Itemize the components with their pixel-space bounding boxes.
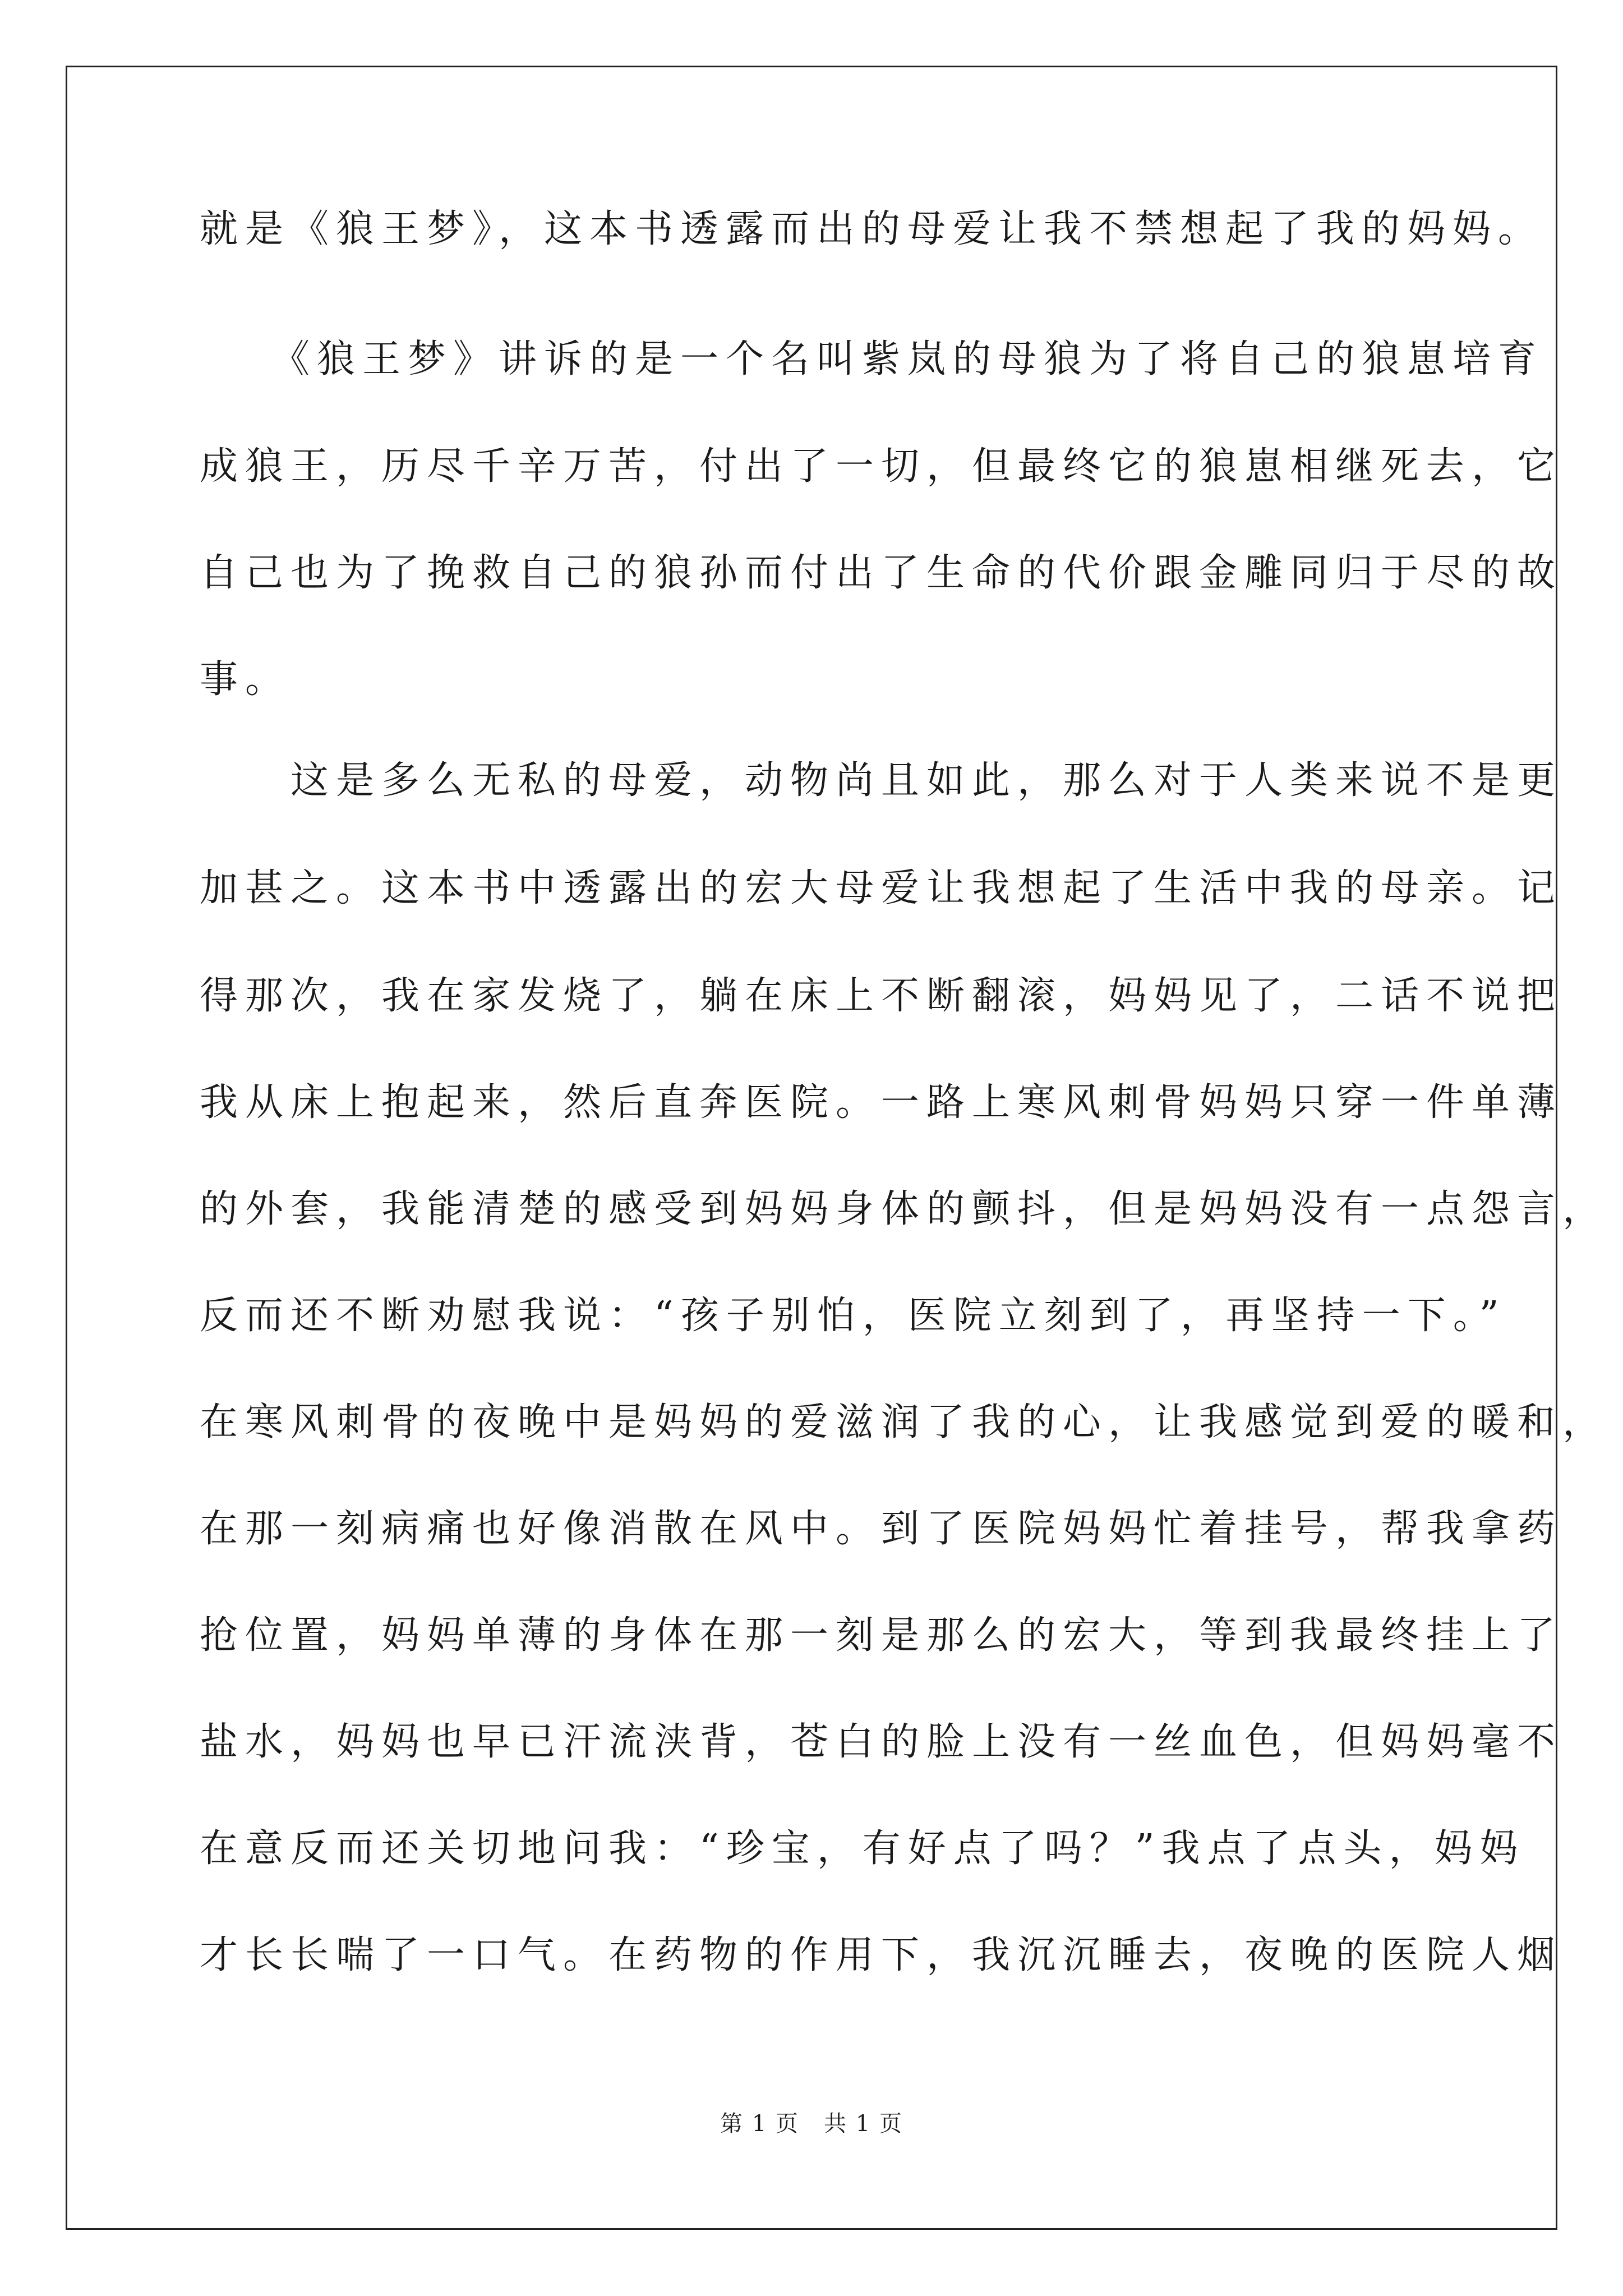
text-line: 抢位置，妈妈单薄的身体在那一刻是那么的宏大，等到我最终挂上了 <box>200 1613 1563 1658</box>
text-line: 的外套，我能清楚的感受到妈妈身体的颤抖，但是妈妈没有一点怨言， <box>200 1187 1608 1231</box>
text-line: 盐水，妈妈也早已汗流浃背，苍白的脸上没有一丝血色，但妈妈毫不 <box>200 1720 1563 1764</box>
text-line: 《狼王梦》讲诉的是一个名叫紫岚的母狼为了将自己的狼崽培育 <box>200 337 1544 381</box>
text-line: 在意反而还关切地问我：“珍宝，有好点了吗？”我点了点头，妈妈 <box>200 1826 1525 1871</box>
text-line: 成狼王，历尽千辛万苦，付出了一切，但最终它的狼崽相继死去，它 <box>200 444 1563 489</box>
text-line: 得那次，我在家发烧了，躺在床上不断翻滚，妈妈见了，二话不说把 <box>200 974 1563 1018</box>
text-line: 在那一刻病痛也好像消散在风中。到了医院妈妈忙着挂号，帮我拿药 <box>200 1507 1563 1551</box>
page-border <box>66 66 1608 2230</box>
text-line: 这是多么无私的母爱，动物尚且如此，那么对于人类来说不是更 <box>200 758 1563 803</box>
text-line: 事。 <box>200 657 291 702</box>
text-line: 加甚之。这本书中透露出的宏大母爱让我想起了生活中我的母亲。记 <box>200 866 1563 910</box>
text-line: 我从床上抱起来，然后直奔医院。一路上寒风刺骨妈妈只穿一件单薄 <box>200 1080 1563 1125</box>
text-line: 自己也为了挽救自己的狼孙而付出了生命的代价跟金雕同归于尽的故 <box>200 551 1563 595</box>
text-line: 就是《狼王梦》，这本书透露而出的母爱让我不禁想起了我的妈妈。 <box>200 207 1544 251</box>
text-line: 反而还不断劝慰我说：“孩子别怕，医院立刻到了，再坚持一下。” <box>200 1294 1506 1338</box>
text-line: 才长长喘了一口气。在药物的作用下，我沉沉睡去，夜晚的医院人烟 <box>200 1933 1563 1977</box>
page-number-footer: 第 1 页 共 1 页 <box>720 2111 903 2137</box>
text-line: 在寒风刺骨的夜晚中是妈妈的爱滋润了我的心，让我感觉到爱的暖和， <box>200 1400 1608 1444</box>
